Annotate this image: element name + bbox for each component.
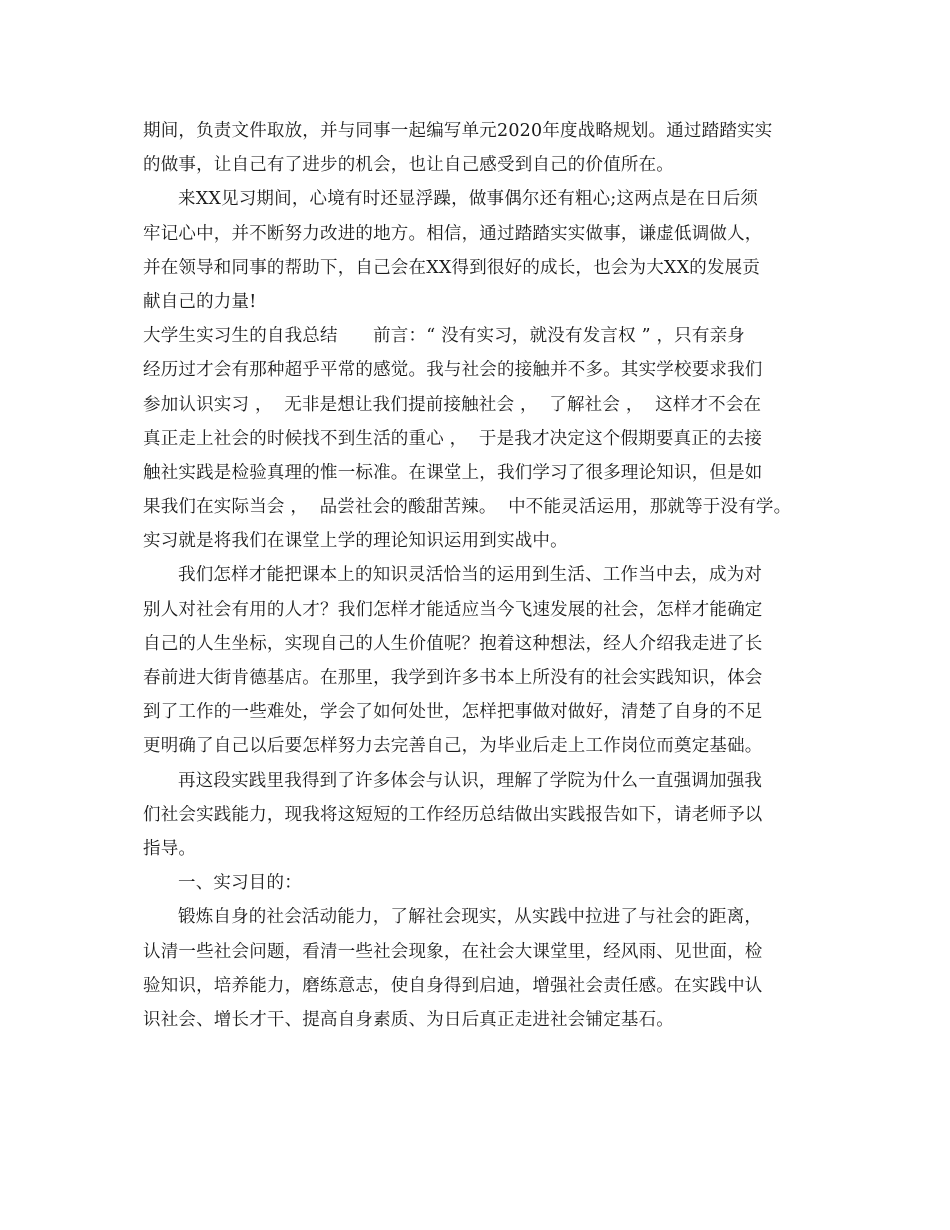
text-line: 自己的人生坐标，实现自己的人生价值呢？抱着这种想法，经人介绍我走进了长	[143, 633, 763, 654]
text-line: 实习就是将我们在课堂上学的理论知识运用到实战中。	[143, 531, 568, 552]
text-line: 一、实习目的：	[178, 873, 302, 894]
text-line: 献自己的力量!	[143, 291, 257, 312]
text-line: 识社会、增长才干、提高自身素质、为日后真正走进社会铺定基石。	[143, 1009, 674, 1030]
text-line: 大学生实习生的自我总结 前言：“ 没有实习，就没有发言权 ” ，只有亲身	[143, 326, 745, 347]
text-line: 们社会实践能力，现我将这短短的工作经历总结做出实践报告如下，请老师予以	[143, 804, 763, 825]
text-line: 来XX见习期间，心境有时还显浮躁，做事偶尔还有粗心;这两点是在日后须	[178, 189, 759, 210]
text-line: 参加认识实习 ， 无非是想让我们提前接触社会 ， 了解社会 ， 这样才不会在	[143, 394, 762, 415]
text-line: 的做事，让自己有了进步的机会，也让自己感受到自己的价值所在。	[143, 155, 674, 176]
text-line: 更明确了自己以后要怎样努力去完善自己，为毕业后走上工作岗位而奠定基础。	[143, 736, 763, 757]
text-line: 真正走上社会的时候找不到生活的重心 ， 于是我才决定这个假期要真正的去接	[143, 428, 763, 449]
text-line: 并在领导和同事的帮助下，自己会在XX得到很好的成长，也会为大XX的发展贡	[143, 257, 761, 278]
text-line: 别人对社会有用的人才？我们怎样才能适应当今飞速发展的社会，怎样才能确定	[143, 599, 763, 620]
text-line: 果我们在实际当会 ， 品尝社会的酸甜苦辣。 中不能灵活运用，那就等于没有学。	[143, 497, 792, 518]
text-line: 春前进大街肯德基店。在那里，我学到许多书本上所没有的社会实践知识，体会	[143, 668, 763, 688]
text-line: 牢记心中，并不断努力改进的地方。相信，通过踏踏实实做事，谦虚低调做人，	[143, 223, 763, 244]
text-line: 期间，负责文件取放，并与同事一起编写单元2020年度战略规划。通过踏踏实实	[143, 121, 773, 141]
text-line: 经历过才会有那种超乎平常的感觉。我与社会的接触并不多。其实学校要求我们	[143, 360, 763, 381]
text-line: 验知识，培养能力，磨练意志，使自身得到启迪，增强社会责任感。在实践中认	[143, 975, 763, 996]
text-line: 认清一些社会问题，看清一些社会现象，在社会大课堂里，经风雨、见世面，检	[143, 941, 763, 962]
text-line: 指导。	[143, 838, 197, 859]
text-line: 锻炼自身的社会活动能力，了解社会现实，从实践中拉进了与社会的距离，	[178, 907, 763, 928]
text-line: 触社实践是检验真理的惟一标准。在课堂上，我们学习了很多理论知识，但是如	[143, 462, 763, 483]
text-line: 到了工作的一些难处，学会了如何处世，怎样把事做对做好，清楚了自身的不足	[143, 702, 763, 723]
document-body	[143, 114, 813, 1037]
text-line: 我们怎样才能把课本上的知识灵活恰当的运用到生活、工作当中去，成为对	[178, 565, 763, 586]
text-line: 再这段实践里我得到了许多体会与认识，理解了学院为什么一直强调加强我	[178, 770, 763, 791]
